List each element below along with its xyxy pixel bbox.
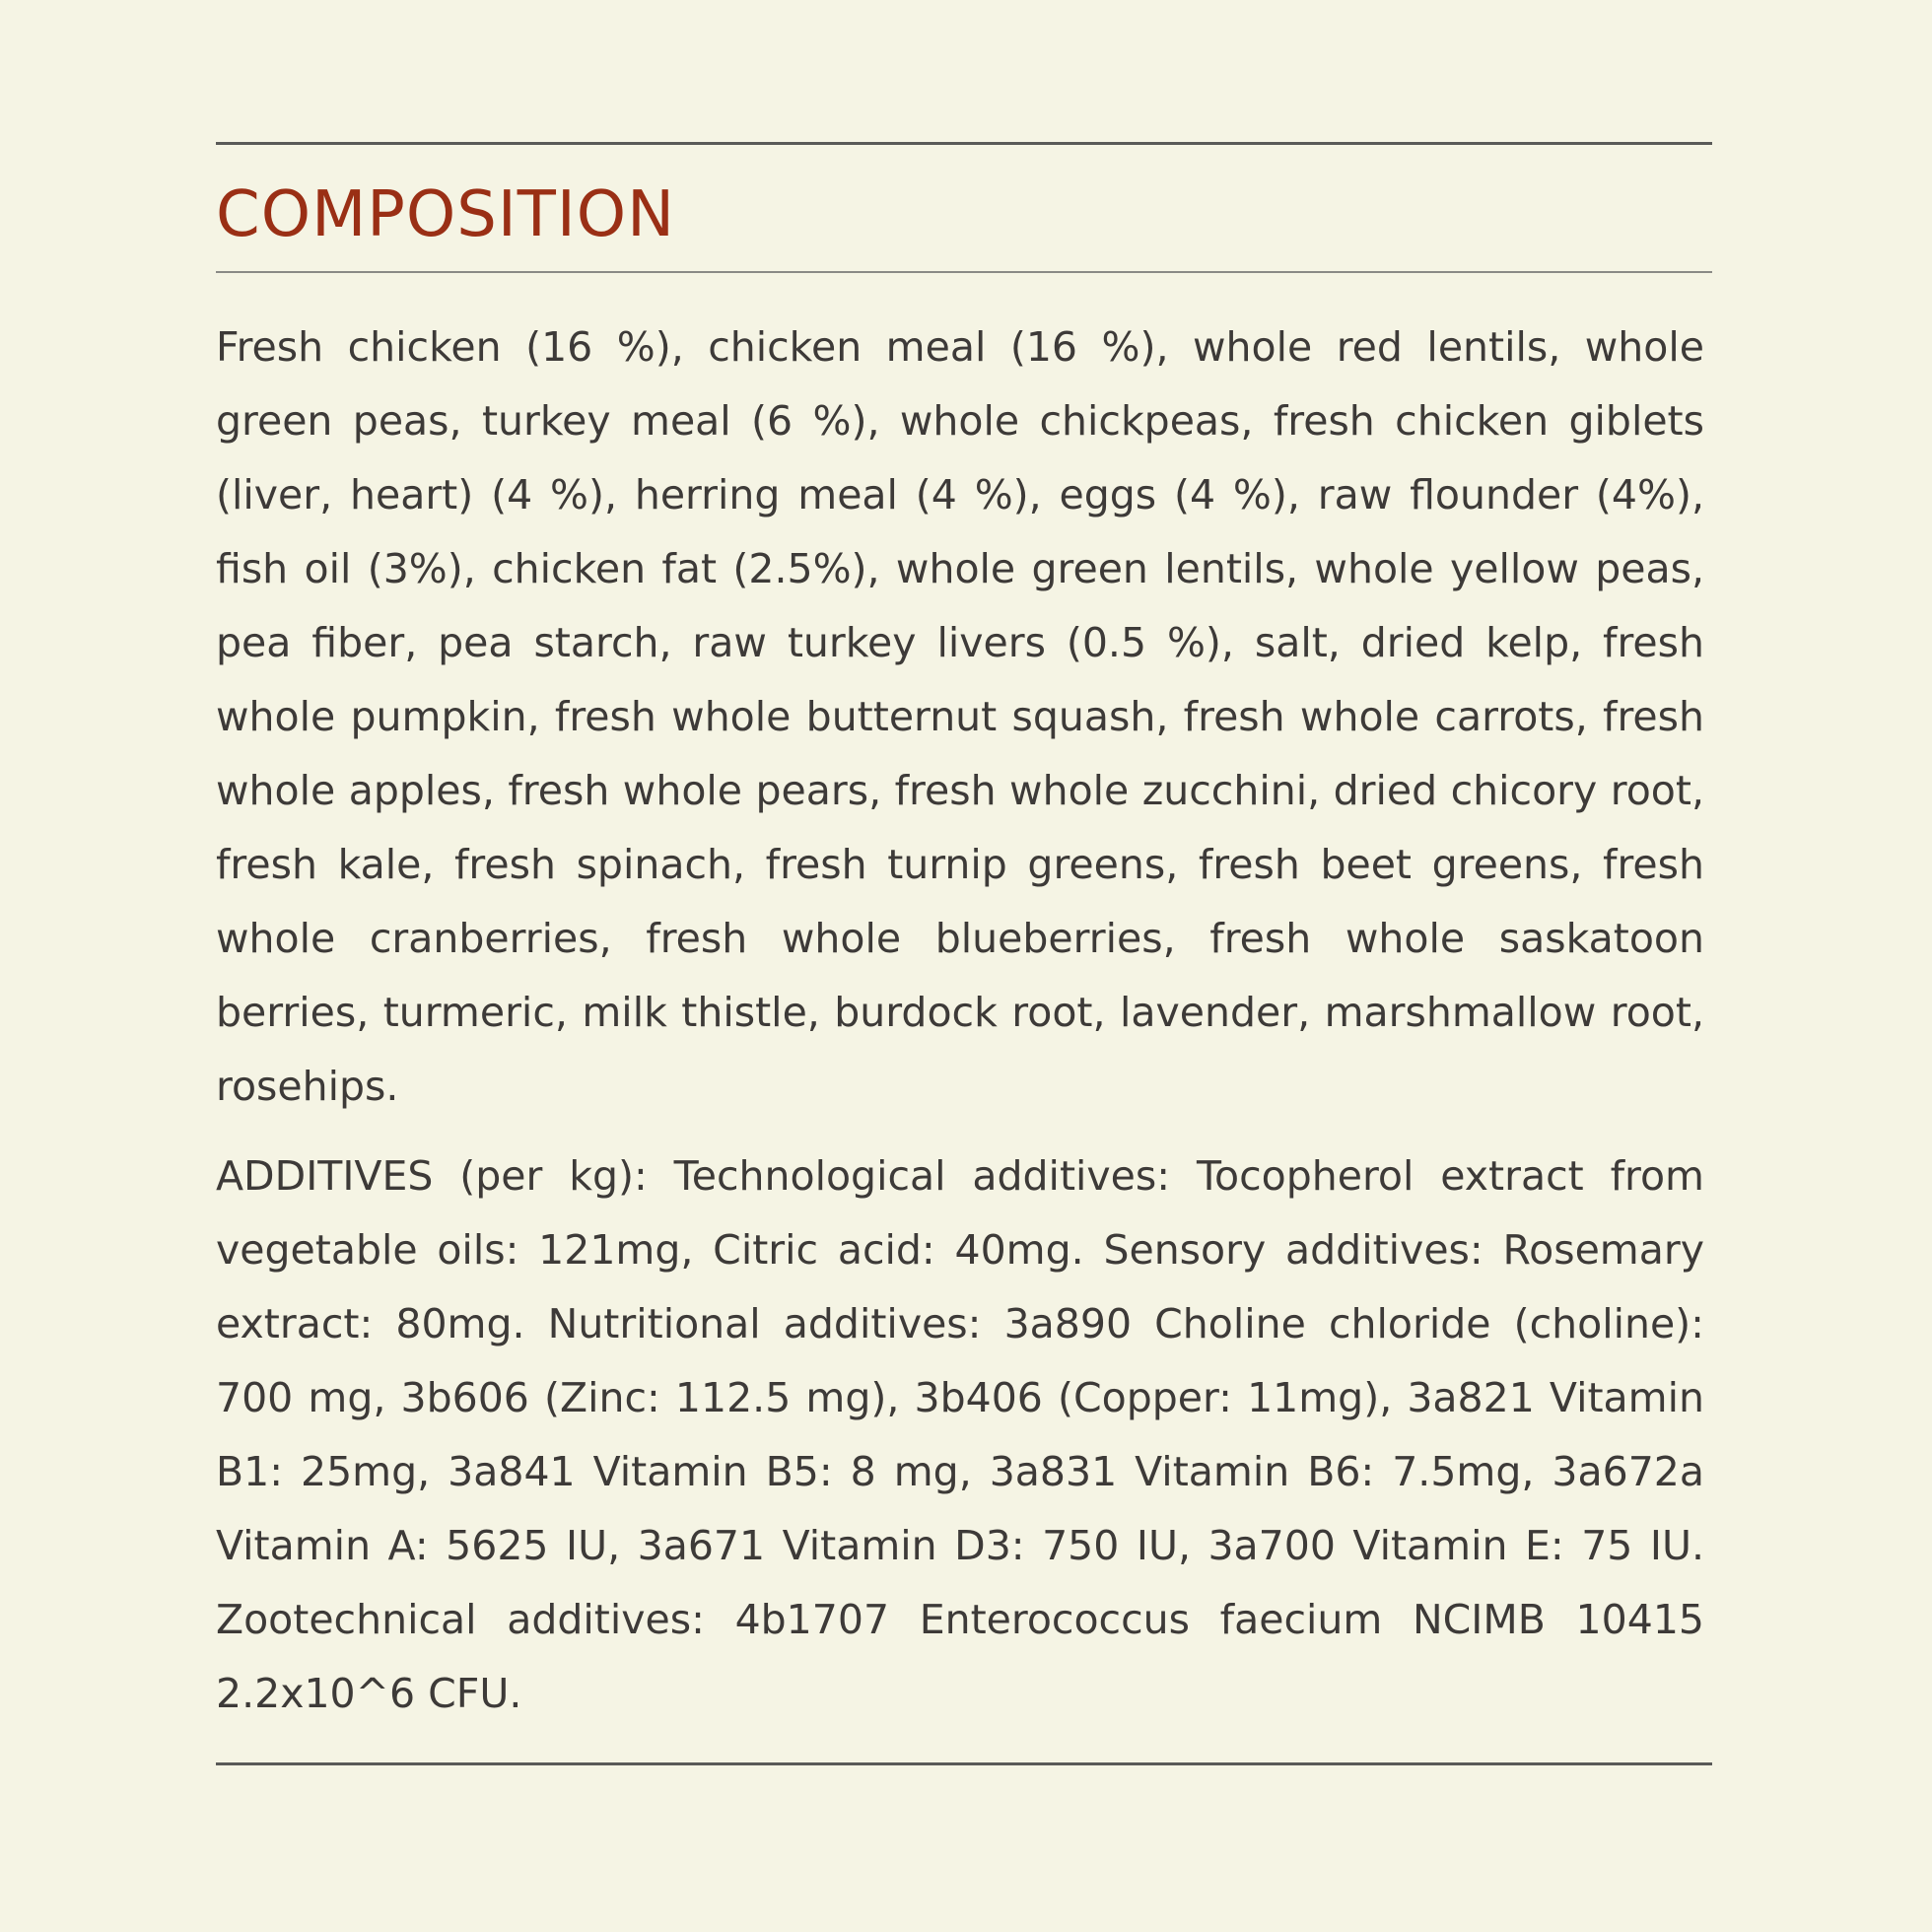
ingredients-paragraph: Fresh chicken (16 %), chicken meal (16 %), whole red lentils, whole green peas, turkey meal (6 %), whole chickpeas, fresh chicken giblets (liver, heart) (4 %), herring meal (4 %), eggs (4 %), raw flounder (4%), fish oil (3%), chicken fat (2.5%), whole green lentils, whole yellow peas, pea fiber, pea starch, raw turkey livers (0.5 %), salt, dried kelp, fresh whole pumpkin, fresh whole butternut squash, fresh whole carrots, fresh whole apples, fresh whole pears, fresh whole zucchini, dried chicory root, fresh kale, fresh spinach, fresh turnip greens, fresh beet greens, fresh whole cranberries, fresh whole blueberries, fresh whole saskatoon berries, turmeric, milk thistle, burdock root, lavender, marshmallow root, rosehips.: [216, 323, 1704, 1110]
composition-panel: [216, 142, 1712, 1765]
additives-paragraph: ADDITIVES (per kg): Technological additives: Tocopherol extract from vegetable oils: 121mg, Citric acid: 40mg. Sensory additives: Rosemary extract: 80mg. Nutritional additives: 3a890 Choline chloride (choline): 700 mg, 3b606 (Zinc: 112.5 mg), 3b406 (Copper: 11mg), 3a821 Vitamin B1: 25mg, 3a841 Vitamin B5: 8 mg, 3a831 Vitamin B6: 7.5mg, 3a672a Vitamin A: 5625 IU, 3a671 Vitamin D3: 750 IU, 3a700 Vitamin E: 75 IU. Zootechnical additives: 4b1707 Enterococcus faecium NCIMB 10415 2.2x10^6 CFU.: [216, 1152, 1704, 1717]
title-divider: [216, 271, 1712, 273]
bottom-divider: [216, 1762, 1712, 1765]
section-title: COMPOSITION: [216, 178, 675, 251]
